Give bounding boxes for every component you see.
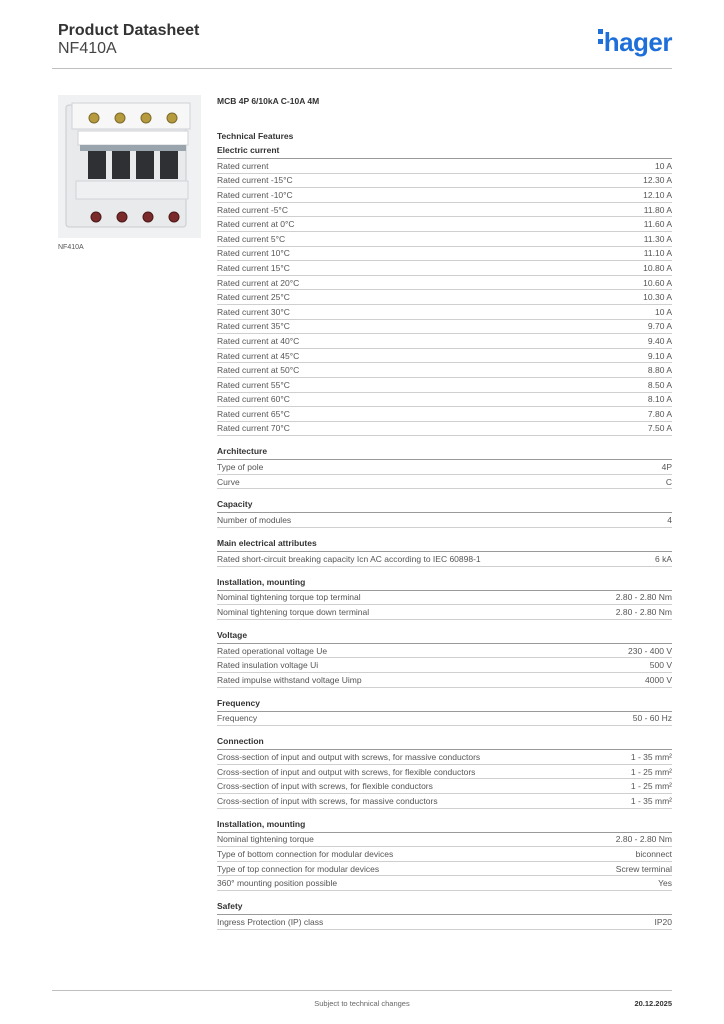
spec-row <box>217 712 672 727</box>
spec-label: Rated current 70°C <box>217 423 290 434</box>
spec-value: 230 - 400 V <box>628 645 672 656</box>
spec-value: biconnect <box>635 848 672 859</box>
spec-label: Ingress Protection (IP) class <box>217 916 324 927</box>
spec-row <box>217 188 672 203</box>
spec-row <box>217 765 672 780</box>
spec-label: Rated current -15°C <box>217 175 293 186</box>
spec-row <box>217 349 672 364</box>
spec-label: Type of pole <box>217 462 264 473</box>
spec-value: 2.80 - 2.80 Nm <box>615 607 672 618</box>
spec-row <box>217 750 672 765</box>
spec-value: 11.80 A <box>643 204 672 215</box>
spec-row <box>217 159 672 174</box>
spec-value: 1 - 25 mm² <box>630 766 672 777</box>
spec-label: Number of modules <box>217 515 292 526</box>
spec-value: 1 - 35 mm² <box>630 795 672 806</box>
datasheet-content <box>217 96 672 930</box>
spec-section <box>217 819 672 891</box>
product-name: MCB 4P 6/10kA C-10A 4M <box>217 96 320 106</box>
spec-value: 7.50 A <box>647 423 672 434</box>
spec-row <box>217 290 672 305</box>
spec-label: Rated current at 20°C <box>217 277 300 288</box>
section-title: Electric current <box>217 145 672 159</box>
page-title: Product Datasheet <box>58 22 200 39</box>
spec-value: 12.30 A <box>643 175 672 186</box>
footer-note: Subject to technical changes <box>314 999 410 1008</box>
spec-section <box>217 145 672 436</box>
spec-row <box>217 862 672 877</box>
spec-label: Rated current 35°C <box>217 321 290 332</box>
spec-value: 10 A <box>654 306 672 317</box>
spec-value: 11.30 A <box>643 233 672 244</box>
spec-row <box>217 334 672 349</box>
section-title: Connection <box>217 736 672 750</box>
spec-row <box>217 247 672 262</box>
spec-label: Rated current 30°C <box>217 306 290 317</box>
spec-row <box>217 847 672 862</box>
spec-value: 8.80 A <box>647 365 672 376</box>
spec-row <box>217 915 672 930</box>
product-image <box>58 95 201 238</box>
brand-logo-text: hager <box>603 27 672 57</box>
logo-colon-icon <box>598 24 604 49</box>
spec-label: Rated current 5°C <box>217 233 286 244</box>
spec-label: Rated operational voltage Ue <box>217 645 328 656</box>
spec-row <box>217 261 672 276</box>
spec-value: 4P <box>661 462 672 473</box>
spec-label: Rated impulse withstand voltage Uimp <box>217 674 362 685</box>
spec-label: Curve <box>217 476 240 487</box>
spec-row <box>217 673 672 688</box>
spec-section <box>217 698 672 727</box>
spec-row <box>217 320 672 335</box>
section-title: Frequency <box>217 698 672 712</box>
spec-row <box>217 876 672 891</box>
spec-value: 50 - 60 Hz <box>632 713 672 724</box>
spec-value: 9.10 A <box>647 350 672 361</box>
spec-label: Rated current -10°C <box>217 189 293 200</box>
spec-section <box>217 577 672 620</box>
spec-row <box>217 203 672 218</box>
spec-label: Rated current 10°C <box>217 248 290 259</box>
spec-row <box>217 644 672 659</box>
footer-date: 20.12.2025 <box>634 999 672 1008</box>
spec-value: 2.80 - 2.80 Nm <box>615 834 672 845</box>
spec-label: Rated current 25°C <box>217 292 290 303</box>
spec-label: Cross-section of input and output with screws, for flexible conductors <box>217 766 476 777</box>
spec-row <box>217 833 672 848</box>
spec-label: Rated current 15°C <box>217 262 290 273</box>
spec-label: Cross-section of input with screws, for flexible conductors <box>217 781 433 792</box>
spec-value: IP20 <box>654 916 672 927</box>
spec-value: 10 A <box>654 160 672 171</box>
section-title: Safety <box>217 901 672 915</box>
spec-section <box>217 499 672 528</box>
spec-label: Frequency <box>217 713 258 724</box>
spec-value: 1 - 25 mm² <box>630 781 672 792</box>
spec-value: 4 <box>667 515 672 526</box>
spec-row <box>217 174 672 189</box>
spec-row <box>217 217 672 232</box>
footer-divider <box>52 990 672 991</box>
spec-value: 9.70 A <box>647 321 672 332</box>
section-title: Installation, mounting <box>217 819 672 833</box>
spec-label: Rated current 60°C <box>217 394 290 405</box>
spec-label: Rated short-circuit breaking capacity Icn AC according to IEC 60898-1 <box>217 553 481 564</box>
spec-row <box>217 605 672 620</box>
spec-row <box>217 552 672 567</box>
product-image-caption: NF410A <box>58 244 84 251</box>
spec-row <box>217 393 672 408</box>
circuit-breaker-image <box>58 95 201 238</box>
spec-row <box>217 658 672 673</box>
spec-value: 8.50 A <box>647 379 672 390</box>
spec-label: Nominal tightening torque down terminal <box>217 607 370 618</box>
spec-label: Rated current <box>217 160 269 171</box>
spec-value: 1 - 35 mm² <box>630 752 672 763</box>
spec-label: Rated insulation voltage Ui <box>217 660 319 671</box>
spec-value: 10.60 A <box>643 277 672 288</box>
spec-value: 6 kA <box>654 553 672 564</box>
spec-label: Rated current at 0°C <box>217 219 295 230</box>
spec-row <box>217 513 672 528</box>
spec-row <box>217 779 672 794</box>
spec-value: 7.80 A <box>647 408 672 419</box>
section-title: Installation, mounting <box>217 577 672 591</box>
spec-label: Rated current 55°C <box>217 379 290 390</box>
spec-label: Rated current at 40°C <box>217 335 300 346</box>
features-title: Technical Features <box>217 131 294 141</box>
feature-sections <box>217 145 672 930</box>
spec-label: Type of top connection for modular devices <box>217 863 380 874</box>
spec-value: 8.10 A <box>647 394 672 405</box>
spec-label: Cross-section of input with screws, for massive conductors <box>217 795 438 806</box>
spec-label: 360° mounting position possible <box>217 878 338 889</box>
spec-value: 11.60 A <box>643 219 672 230</box>
spec-label: Nominal tightening torque top terminal <box>217 592 361 603</box>
spec-section <box>217 901 672 930</box>
spec-label: Rated current at 50°C <box>217 365 300 376</box>
spec-label: Rated current 65°C <box>217 408 290 419</box>
spec-value: C <box>665 476 672 487</box>
spec-value: 11.10 A <box>643 248 672 259</box>
spec-value: 500 V <box>649 660 672 671</box>
spec-section <box>217 630 672 688</box>
spec-row <box>217 794 672 809</box>
spec-row <box>217 460 672 475</box>
spec-section <box>217 538 672 567</box>
spec-label: Cross-section of input and output with screws, for massive conductors <box>217 752 481 763</box>
spec-value: 10.30 A <box>643 292 672 303</box>
spec-row <box>217 363 672 378</box>
spec-row <box>217 407 672 422</box>
brand-logo <box>598 26 672 57</box>
spec-row <box>217 422 672 437</box>
spec-value: 12.10 A <box>643 189 672 200</box>
section-title: Main electrical attributes <box>217 538 672 552</box>
spec-row <box>217 475 672 490</box>
spec-label: Rated current -5°C <box>217 204 288 215</box>
spec-value: 4000 V <box>645 674 672 685</box>
spec-row <box>217 591 672 606</box>
section-title: Capacity <box>217 499 672 513</box>
spec-value: Screw terminal <box>615 863 672 874</box>
header-divider <box>52 68 672 69</box>
spec-label: Rated current at 45°C <box>217 350 300 361</box>
spec-row <box>217 305 672 320</box>
spec-section <box>217 736 672 808</box>
product-code: NF410A <box>58 40 117 57</box>
spec-value: Yes <box>658 878 672 889</box>
section-title: Architecture <box>217 446 672 460</box>
spec-value: 2.80 - 2.80 Nm <box>615 592 672 603</box>
spec-row <box>217 276 672 291</box>
spec-value: 9.40 A <box>647 335 672 346</box>
spec-row <box>217 232 672 247</box>
spec-section <box>217 446 672 489</box>
spec-row <box>217 378 672 393</box>
spec-label: Type of bottom connection for modular devices <box>217 848 394 859</box>
page-header <box>58 22 672 70</box>
spec-label: Nominal tightening torque <box>217 834 314 845</box>
spec-value: 10.80 A <box>643 262 672 273</box>
section-title: Voltage <box>217 630 672 644</box>
